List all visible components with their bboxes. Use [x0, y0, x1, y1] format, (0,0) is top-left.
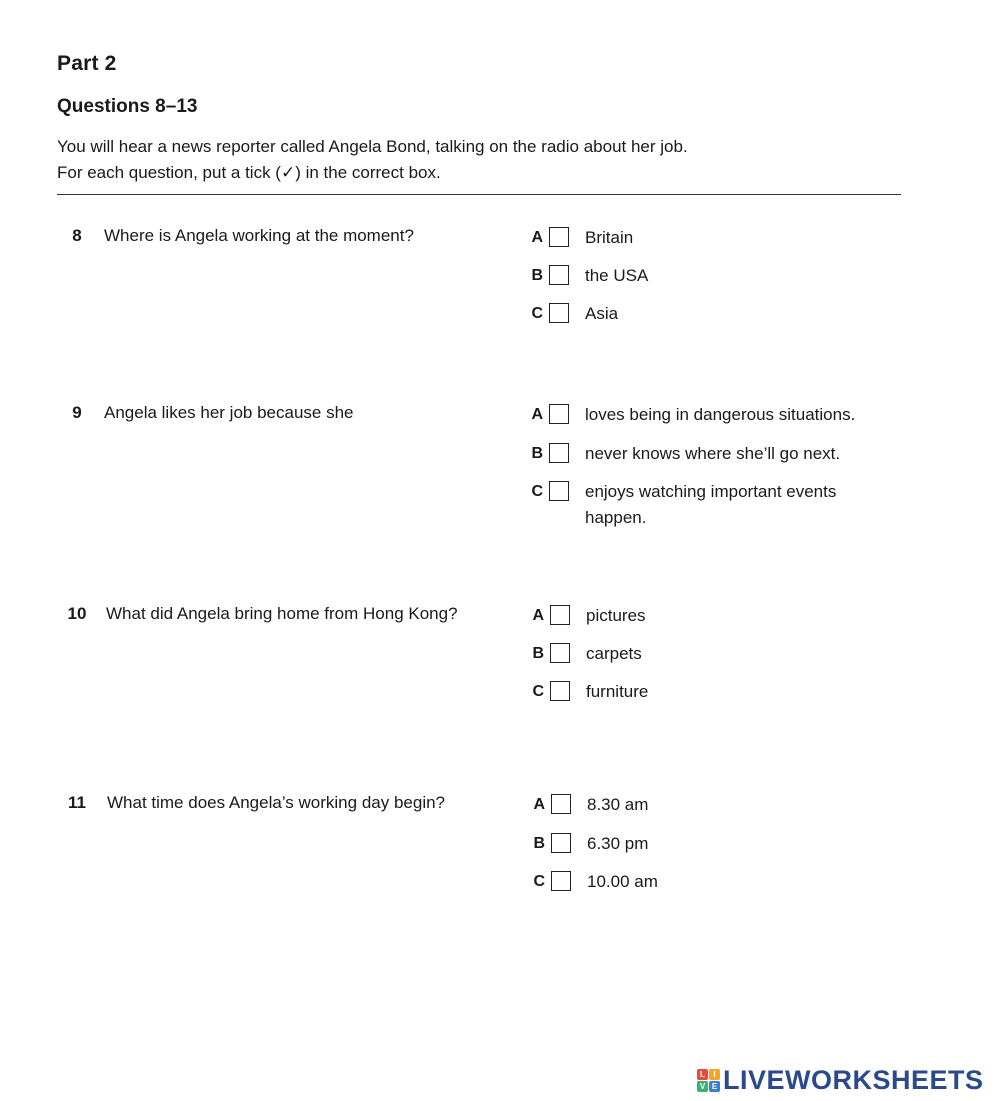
answer-checkbox[interactable]	[551, 794, 571, 814]
option-letter: C	[533, 873, 545, 890]
option-text: 6.30 pm	[587, 834, 649, 853]
question-text: Where is Angela working at the moment?	[104, 226, 414, 245]
option-letter: C	[531, 305, 543, 322]
option-letter: A	[531, 229, 543, 246]
answer-checkbox[interactable]	[550, 643, 570, 663]
option-text: furniture	[586, 682, 649, 701]
logo-mark-v: V	[697, 1081, 708, 1092]
option-text: enjoys watching important events happen.	[585, 482, 837, 527]
option-letter: C	[532, 683, 544, 700]
answer-checkbox[interactable]	[550, 605, 570, 625]
question-number: 10	[67, 604, 87, 623]
logo-mark-icon	[697, 1069, 720, 1092]
question-number: 9	[72, 403, 82, 422]
instruction-line-2: For each question, put a tick (✓) in the correct box.	[57, 163, 441, 182]
liveworksheets-logo	[697, 1064, 984, 1096]
option-letter: B	[532, 645, 544, 662]
part-title: Part 2	[57, 52, 117, 75]
instruction-line-1: You will hear a news reporter called Angela Bond, talking on the radio about her job.	[57, 137, 688, 156]
option-text: 8.30 am	[587, 795, 649, 814]
answer-checkbox[interactable]	[551, 833, 571, 853]
option-text: carpets	[586, 644, 642, 663]
answer-checkbox[interactable]	[551, 871, 571, 891]
question-text: What did Angela bring home from Hong Kong?	[106, 604, 458, 623]
option-text: loves being in dangerous situations.	[585, 405, 856, 424]
option-letter: A	[532, 607, 544, 624]
answer-checkbox[interactable]	[549, 481, 569, 501]
logo-mark-e: E	[709, 1081, 720, 1092]
answer-checkbox[interactable]	[549, 227, 569, 247]
answer-checkbox[interactable]	[549, 265, 569, 285]
questions-range-title: Questions 8–13	[57, 96, 198, 117]
logo-text: LIVEWORKSHEETS	[723, 1064, 984, 1095]
question-number: 8	[72, 226, 82, 245]
divider-line	[57, 194, 901, 195]
option-letter: A	[531, 406, 543, 423]
option-letter: B	[531, 445, 543, 462]
question-text: Angela likes her job because she	[104, 403, 354, 422]
answer-checkbox[interactable]	[549, 404, 569, 424]
option-letter: A	[533, 796, 545, 813]
question-text: What time does Angela’s working day begin?	[107, 793, 445, 812]
answer-checkbox[interactable]	[549, 443, 569, 463]
option-letter: B	[533, 835, 545, 852]
option-text: never knows where she’ll go next.	[585, 444, 841, 463]
answer-checkbox[interactable]	[549, 303, 569, 323]
option-text: Asia	[585, 304, 619, 323]
option-letter: B	[531, 267, 543, 284]
logo-mark-l: L	[697, 1069, 708, 1080]
option-text: 10.00 am	[587, 872, 658, 891]
answer-checkbox[interactable]	[550, 681, 570, 701]
option-text: Britain	[585, 228, 634, 247]
logo-mark-i: I	[709, 1069, 720, 1080]
option-text: pictures	[586, 606, 646, 625]
option-letter: C	[531, 483, 543, 500]
option-text: the USA	[585, 266, 649, 285]
question-number: 11	[68, 793, 86, 812]
